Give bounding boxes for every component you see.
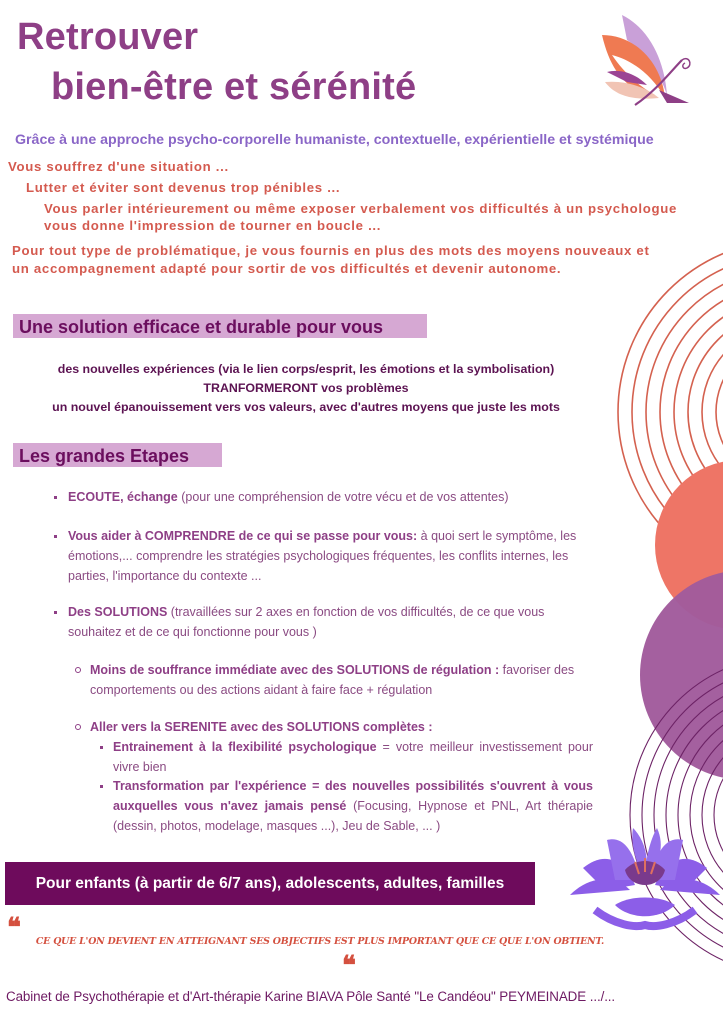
square-bullet-icon	[54, 496, 57, 499]
step-text: à quoi sert le symptôme, les émotions,... comprendre les stratégies psychologiques fréquentes, les conflits internes, les parties, l'importance du contexte ...	[68, 529, 577, 583]
page-title-line1: Retrouver	[17, 16, 199, 58]
step-bold: Moins de souffrance immédiate avec des SOLUTIONS de régulation :	[90, 663, 500, 677]
audience-banner-text: Pour enfants (à partir de 6/7 ans), adolescents, adultes, familles	[35, 874, 505, 892]
step-bold: Vous aider à COMPRENDRE de ce qui se passe pour vous:	[68, 529, 418, 543]
square-bullet-icon	[100, 785, 103, 788]
solution-line-1: des nouvelles expériences (via le lien corps/esprit, les émotions et la symbolisation)	[57, 362, 555, 376]
step-text: (pour une compréhension de votre vécu et de vos attentes)	[177, 490, 509, 504]
square-bullet-icon	[54, 611, 57, 614]
intro-line-4a: Pour tout type de problématique, je vous fournis en plus des mots des moyens nouveaux et	[12, 243, 650, 258]
lotus-flower-icon	[570, 828, 720, 926]
coral-circle-icon	[655, 460, 723, 630]
intro-line-3	[44, 200, 677, 234]
step-bold: Transformation par l'expérience = des nouvelles possibilités s'ouvrent à vous auxquelles vous n'avez jamais pensé	[113, 779, 593, 813]
intro-line-4	[12, 242, 650, 278]
audience-banner	[5, 862, 535, 905]
footer-address: Cabinet de Psychothérapie et d'Art-thérapie Karine BIAVA Pôle Santé "Le Candéou" PEYMEINADE .../...	[6, 989, 616, 1004]
step-item	[68, 487, 588, 507]
butterfly-icon	[602, 15, 690, 105]
circle-bullet-icon	[75, 667, 81, 673]
circle-bullet-icon	[75, 724, 81, 730]
step-text: (Focusing, Hypnose et PNL, Art thérapie (dessin, photos, modelage, masques ...), Jeu de Sable, ... )	[113, 799, 594, 833]
quote-text: CE QUE L'ON DEVIENT EN ATTEIGNANT SES OBJECTIFS EST PLUS IMPORTANT QUE CE QUE L'ON OBTIENT.	[35, 936, 605, 947]
step-subsubitem	[113, 776, 593, 836]
step-bold: ECOUTE, échange	[68, 490, 178, 504]
solution-line-2: TRANFORMERONT vos problèmes	[203, 381, 409, 395]
step-text: = votre meilleur investissement pour vivre bien	[113, 740, 594, 774]
close-quote-icon: ❝	[342, 951, 356, 981]
step-subitem	[90, 660, 590, 700]
step-bold: Aller vers la SERENITE avec des SOLUTIONS complètes :	[90, 720, 433, 734]
step-item	[68, 602, 588, 642]
intro-line-3a: Vous parler intérieurement ou même exposer verbalement vos difficultés à un psychologue	[44, 201, 678, 216]
purple-rings-icon	[630, 655, 723, 975]
purple-circle-icon	[640, 570, 723, 780]
steps-heading: Les grandes Etapes	[13, 443, 222, 467]
page-title-line2: bien-être et sérénité	[51, 66, 417, 108]
square-bullet-icon	[54, 535, 57, 538]
open-quote-icon: ❝	[7, 913, 21, 943]
step-subitem	[90, 717, 590, 737]
coral-rings-icon	[618, 240, 723, 584]
step-text: favoriser des comportements ou des actions aidant à faire face + régulation	[90, 663, 575, 697]
intro-line-4b: un accompagnement adapté pour sortir de vos difficultés et devenir autonome.	[12, 261, 562, 276]
subtitle: Grâce à une approche psycho-corporelle humaniste, contextuelle, expérientielle et systémique	[15, 132, 654, 148]
square-bullet-icon	[100, 746, 103, 749]
intro-line-1: Vous souffrez d'une situation ...	[8, 159, 229, 174]
intro-line-3b: vous donne l'impression de tourner en boucle ...	[44, 218, 382, 233]
step-text: (travaillées sur 2 axes en fonction de vos difficultés, de ce que vous souhaitez et de ce qui fonctionne pour vous )	[68, 605, 545, 639]
step-subsubitem	[113, 737, 593, 777]
step-item	[68, 526, 588, 586]
intro-line-2: Lutter et éviter sont devenus trop pénibles ...	[26, 180, 341, 195]
step-bold: Entrainement à la flexibilité psychologique	[113, 740, 377, 754]
solution-heading: Une solution efficace et durable pour vous	[13, 314, 427, 338]
step-bold: Des SOLUTIONS	[68, 605, 168, 619]
solution-line-3: un nouvel épanouissement vers vos valeurs, avec d'autres moyens que juste les mots	[52, 400, 560, 414]
